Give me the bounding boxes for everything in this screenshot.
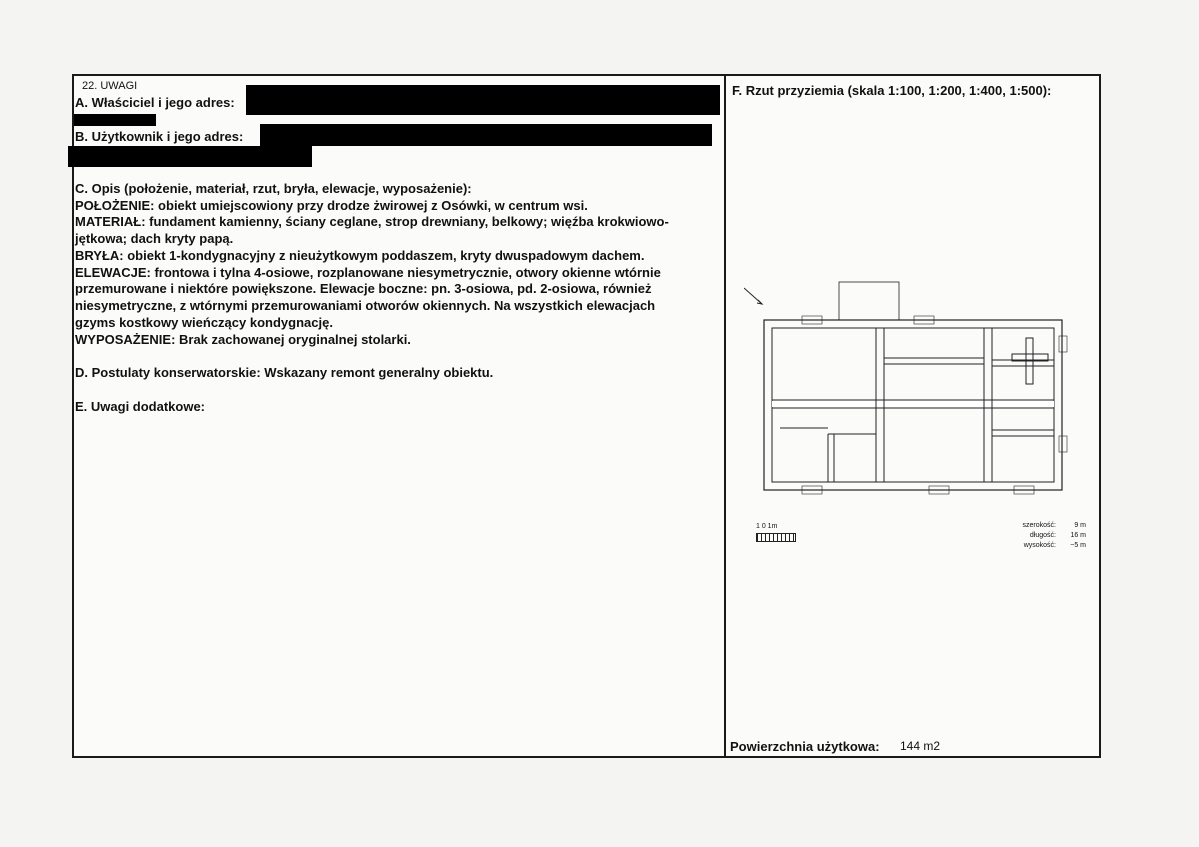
plan-title: F. Rzut przyziemia (skala 1:100, 1:200, 1:400, 1:500): — [732, 83, 1052, 98]
description-line: WYPOSAŻENIE: Brak zachowanej oryginalnej stolarki. — [75, 332, 411, 347]
remarks-column — [74, 76, 724, 756]
dim-value: 9 m — [1074, 522, 1086, 529]
floor-plan — [744, 276, 1074, 506]
dim-key: szerokość: — [1022, 522, 1056, 529]
remarks-label: E. Uwagi dodatkowe: — [75, 399, 206, 414]
owner-redaction-2 — [74, 114, 156, 126]
dimensions-table — [1006, 521, 1086, 551]
description-line: jętkowa; dach kryty papą. — [75, 231, 234, 246]
dim-key: długość: — [1029, 532, 1056, 539]
owner-redaction — [246, 85, 720, 115]
description-line: MATERIAŁ: fundament kamienny, ściany ceglane, strop drewniany, belkowy; więźba krokwiowo- — [75, 214, 669, 229]
description-line: BRYŁA: obiekt 1-kondygnacyjny z nieużytkowym poddaszem, kryty dwuspadowym dachem. — [75, 248, 645, 263]
description-line: gzyms kostkowy wieńczący kondygnację. — [75, 315, 333, 330]
dim-key: wysokość: — [1023, 542, 1056, 549]
description-line: POŁOŻENIE: obiekt umiejscowiony przy drodze żwirowej z Osówki, w centrum wsi. — [75, 198, 588, 213]
scale-ruler — [756, 533, 796, 542]
plan-column — [726, 76, 1099, 756]
scale-text: 1 0 1m — [756, 523, 778, 530]
owner-label: A. Właściciel i jego adres: — [75, 95, 235, 110]
area-label: Powierzchnia użytkowa: — [730, 739, 880, 754]
user-label: B. Użytkownik i jego adres: — [75, 129, 244, 144]
user-redaction-2 — [68, 146, 312, 167]
user-redaction — [260, 124, 712, 146]
description-line: ELEWACJE: frontowa i tylna 4-osiowe, rozplanowane niesymetrycznie, otwory okienne wtórnie — [75, 265, 661, 280]
porch — [839, 282, 899, 320]
description-heading: C. Opis (położenie, materiał, rzut, bryła, elewacje, wyposażenie): — [75, 181, 472, 196]
dim-value: ~5 m — [1070, 542, 1086, 549]
postulates-text: D. Postulaty konserwatorskie: Wskazany remont generalny obiektu. — [75, 365, 494, 380]
record-sheet — [72, 74, 1101, 758]
scale-bar — [756, 523, 796, 542]
description-line: przemurowane i niektóre powiększone. Elewacje boczne: pn. 3-osiowa, pd. 2-osiowa, również — [75, 281, 652, 296]
dim-value: 16 m — [1070, 532, 1086, 539]
area-value: 144 m2 — [900, 739, 941, 753]
description-line: niesymetryczne, z wtórnymi przemurowaniami otworów okiennych. Na wszystkich elewacjach — [75, 298, 656, 313]
section-label: 22. UWAGI — [82, 80, 138, 92]
